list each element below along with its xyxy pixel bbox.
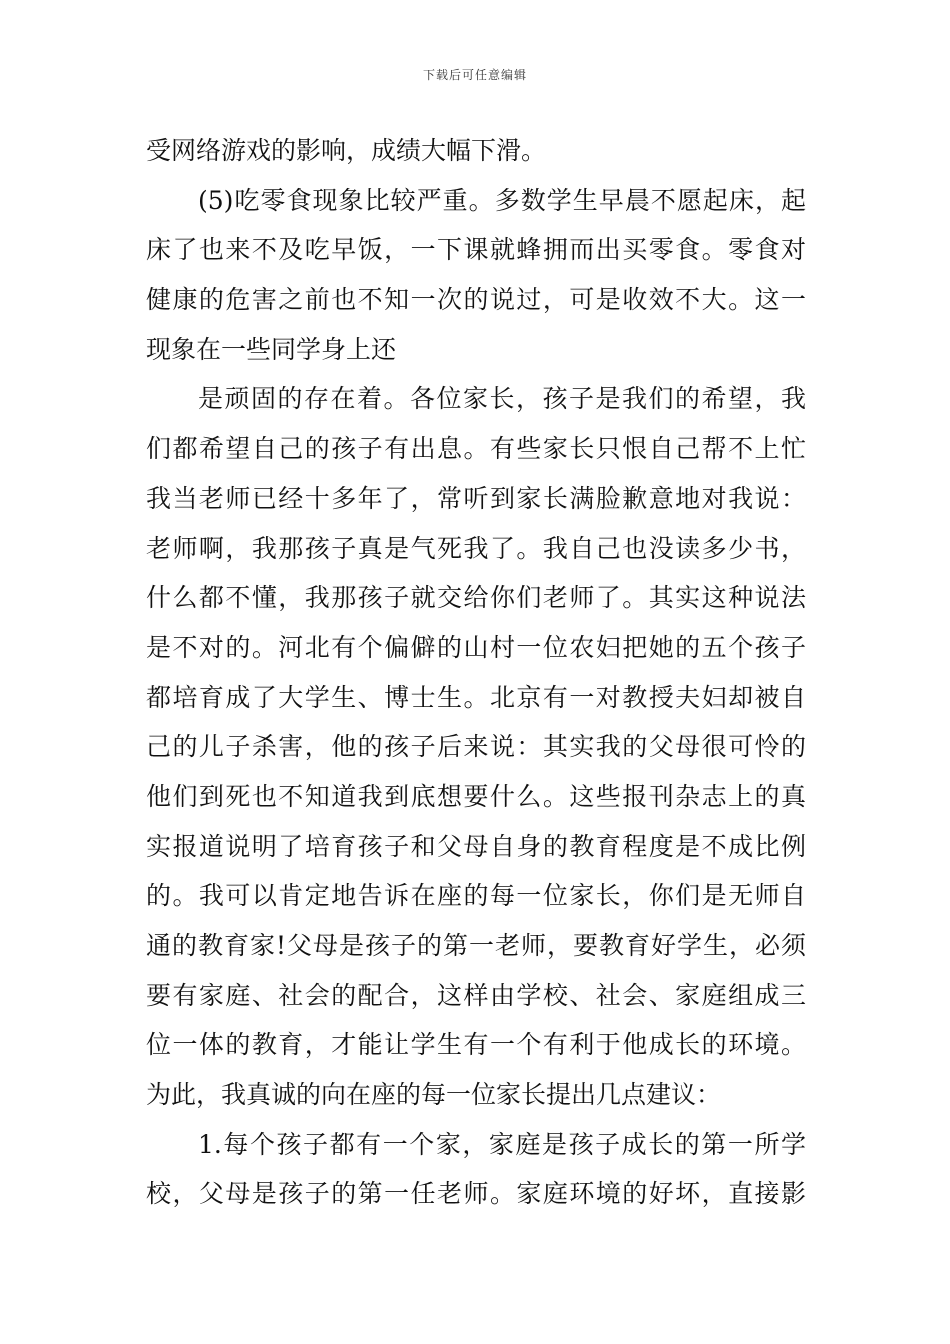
text-line: 己的儿子杀害，他的孩子后来说：其实我的父母很可怜的 [146, 732, 806, 762]
text-line: 校，父母是孩子的第一任老师。家庭环境的好坏，直接影 [146, 1179, 806, 1209]
text-line: 的。我可以肯定地告诉在座的每一位家长，你们是无师自 [146, 881, 806, 911]
text-line: 为此，我真诚的向在座的每一位家长提出几点建议： [146, 1080, 722, 1110]
text-line: 他们到死也不知道我到底想要什么。这些报刊杂志上的真 [146, 781, 806, 811]
body-text [146, 126, 806, 1219]
text-line: 通的教育家!父母是孩子的第一老师，要教育好学生，必须 [146, 931, 806, 960]
text-line: 都培育成了大学生、博士生。北京有一对教授夫妇却被自 [146, 682, 806, 712]
text-line: 我当老师已经十多年了，常听到家长满脸歉意地对我说： [146, 483, 806, 513]
text-line: 现象在一些同学身上还 [146, 334, 397, 364]
text-line: 什么都不懂，我那孩子就交给你们老师了。其实这种说法 [146, 583, 806, 613]
page-header: 下载后可任意编辑 [422, 68, 527, 82]
text-line: 受网络游戏的影响，成绩大幅下滑。 [146, 136, 547, 165]
text-line: 实报道说明了培育孩子和父母自身的教育程度是不成比例 [146, 831, 806, 861]
text-line: (5)吃零食现象比较严重。多数学生早晨不愿起床，起 [198, 185, 806, 215]
text-line: 位一体的教育，才能让学生有一个有利于他成长的环境。 [146, 1030, 806, 1060]
text-line: 是顽固的存在着。各位家长，孩子是我们的希望，我 [198, 384, 806, 414]
text-line: 1.每个孩子都有一个家，家庭是孩子成长的第一所学 [198, 1129, 806, 1159]
text-line: 老师啊，我那孩子真是气死我了。我自己也没读多少书， [146, 533, 806, 563]
text-line: 们都希望自己的孩子有出息。有些家长只恨自己帮不上忙 [146, 434, 806, 464]
text-line: 健康的危害之前也不知一次的说过，可是收效不大。这一 [146, 285, 806, 315]
text-line: 是不对的。河北有个偏僻的山村一位农妇把她的五个孩子 [146, 632, 806, 662]
text-line: 要有家庭、社会的配合，这样由学校、社会、家庭组成三 [146, 980, 806, 1010]
text-line: 床了也来不及吃早饭，一下课就蜂拥而出买零食。零食对 [146, 235, 806, 265]
